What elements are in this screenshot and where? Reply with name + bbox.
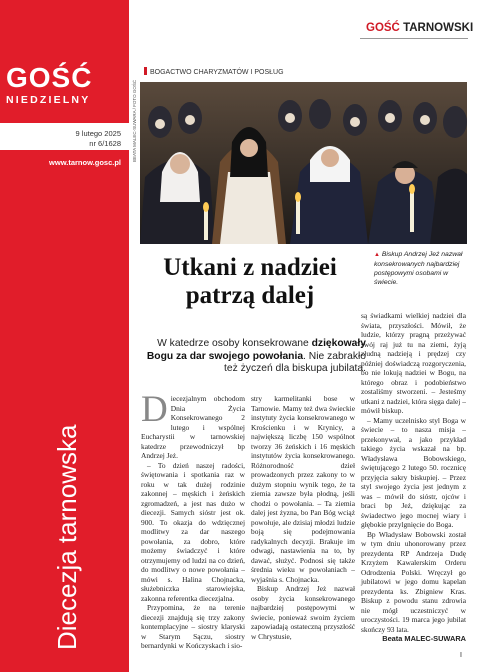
issue-date: 9 lutego 2025 xyxy=(75,129,121,138)
magazine-logo xyxy=(6,64,124,106)
article-photo xyxy=(140,82,467,244)
lead-part2: . Nie zabrakło też życzeń dla biskupa jubilata. xyxy=(224,350,366,374)
paragraph xyxy=(141,389,245,461)
header-divider xyxy=(360,38,468,39)
paragraph: – To dzień naszej radości, świętowania i spotkania raz w roku w tak dużej rodzinie zakonnej – męskich i żeńskich zgromadzeń, a jest nas dużo w diecezji. Samych sióstr jest ok. 900. To okazja do wdzięcznej modlitwy za dar naszego powołania, za dobro, które możemy świadczyć i które otrzymujemy od ludzi na co dzień, do modlitwy o nowe powołania – mówi s. Halina Chojnacka, służebniczka starowiejska, zakonna referentka diecezjalna. xyxy=(141,460,245,603)
website-link[interactable]: www.tarnow.gosc.pl xyxy=(49,158,121,167)
issue-info xyxy=(0,123,129,150)
paragraph: Biskup Andrzej Jeż nazwał osoby życia konsekrowanego najbardziej postępowymi w świecie, ponieważ swoim życiem zapowiadają ostateczną przyszłość w Chrystusie, xyxy=(251,584,355,641)
photo-credit: BEATA MALEC-SUWARA / FOTO GOŚĆ xyxy=(132,79,137,162)
caption-text: Biskup Andrzej Jeż nazwał konsekrowanych najbardziej postępowymi osobami w świecie. xyxy=(374,251,463,286)
headline-line1: Utkani z nadziei xyxy=(163,254,337,281)
photo-caption xyxy=(374,250,466,287)
lead-part1: W katedrze osoby konsekrowane xyxy=(157,338,312,349)
issue-number: nr 6/1628 xyxy=(89,139,121,148)
paragraph: Przypomina, że na terenie diecezji znajdują się trzy zakony kontemplacyjne – siostry klaryski w Starym Sączu, siostry bernardynki w Kończyskach i sio- xyxy=(141,603,245,650)
drop-cap: D xyxy=(141,389,168,430)
headline-line2: patrzą dalej xyxy=(185,282,315,309)
section-marker xyxy=(144,67,147,75)
section-vertical-title: Diecezja tarnowska xyxy=(52,424,82,650)
sidebar xyxy=(0,0,129,672)
section-label-text: BOGACTWO CHARYZMATÓW I POSŁUG xyxy=(150,69,284,76)
brand-part1: GOŚĆ xyxy=(366,22,400,34)
paragraph-text: iecezjalnym obchodom Dnia Życia Konsekrowanego 2 lutego i wspólnej Eucharystii w tarnowskiej katedrze przewodniczył bp Andrzej Jeż. xyxy=(141,394,245,460)
lead-bold: dziękowały Bogu za dar swojego powołania xyxy=(146,338,366,362)
brand-header xyxy=(366,22,473,34)
article-column-3 xyxy=(361,311,466,644)
logo-sub-text: NIEDZIELNY xyxy=(6,94,91,106)
article-lead xyxy=(140,338,366,376)
caption-marker-icon: ▲ xyxy=(374,252,380,258)
logo-main-text: GOŚĆ xyxy=(6,62,93,93)
photo-illustration xyxy=(140,82,467,244)
website-text: tarnow.gosc.pl xyxy=(68,158,121,167)
article-column-2 xyxy=(251,394,355,641)
page-number: I xyxy=(460,652,462,659)
paragraph: stry karmelitanki bose w Tarnowie. Mamy też dwa świeckie instytuty życia konsekrowanego w Krościenku i w Krynicy, a największą liczbę 150 wspólnot tworzy 36 żeńskich i 16 męskich instytutów życia konsekrowanego. Różnorodność dzieł prowadzonych przez zakony to w dużym stopniu wynik tego, że ta ziemia zawsze była płodną, jeśli chodzi o powołania. – Ta ziemia dalej jest żyzna, bo Pan Bóg wciąż powołuje, ale dzisiaj młodzi ludzie boją się podejmowania radykalnych decyzji. Brakuje im odwagi, nastawienia na to, by dawać, służyć. Podnosi się także średnia wieku w powołaniach – wyjaśnia s. Chojnacka. xyxy=(251,394,355,584)
article-headline xyxy=(140,254,360,310)
brand-part2: TARNOWSKI xyxy=(403,22,474,34)
section-label xyxy=(144,67,284,76)
paragraph: Bp Władysław Bobowski został w tym dniu uhonorowany przez prezydenta RP Andrzeja Dudę Krzyżem Kawalerskim Orderu Odrodzenia Polski. Wręczył go jubilatowi w jego domu kapelan prezydenta ks. Zbigniew Kras. Biskup z powodu stanu zdrowia nie mógł uczestniczyć w uroczystości. 19 marca jego jubilat skończy 93 lata. xyxy=(361,529,466,634)
paragraph: – Mamy uczelnisko styl Boga w świecie – to nasza misja – przekonywał, a jako przykład takiego życia wskazał na bp. Władysława Bobowskiego, świętującego 2 lutego 50. rocznicę przyjęcia sakry biskupiej. – Przez styl swojego życia jest jednym z was – mówił do sióstr, ojców i braci bp Jeż, dziękując za świadectwo jego mocnej wiary i głębokie przylgnięcie do Boga. xyxy=(361,415,466,529)
author-signature: Beata MALEC-SUWARA xyxy=(382,634,466,643)
article-column-1 xyxy=(141,389,245,651)
paragraph: są świadkami wielkiej nadziei dla świata, przyszłości. Mówił, że ludzie, którzy pragną przeżywać swój raj już tu na ziemi, żyją złudną nadzieją i prędzej czy później doświadczą rozgoryczenia, bo nie lokują nadziei w Bogu, na którego obraz i podobieństwo zostaliśmy stworzeni. – Jesteśmy utkani z nadziei, która sięga dalej – mówił biskup. xyxy=(361,311,466,415)
